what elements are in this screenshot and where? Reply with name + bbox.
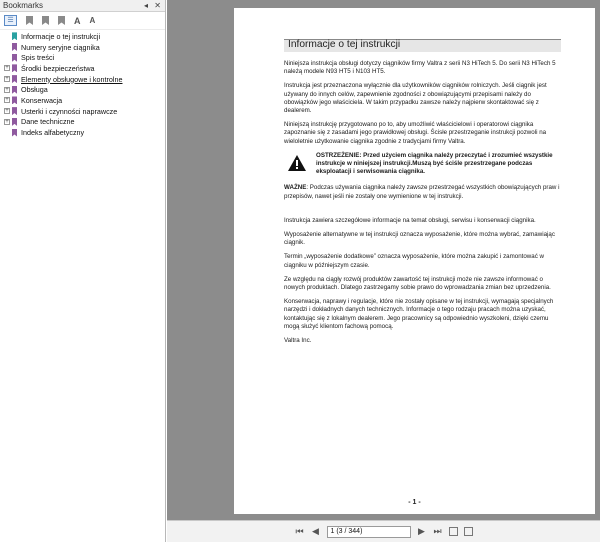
bookmark-item[interactable]: + Dane techniczne [5, 117, 75, 127]
next-page-button[interactable]: ▶ [418, 526, 425, 536]
font-increase-icon[interactable]: A [74, 15, 81, 26]
pane-controls[interactable]: ◂ ✕ [144, 1, 163, 10]
bookmark-flag-icon [12, 64, 17, 72]
page-body [284, 60, 565, 351]
signature: Valtra Inc. [284, 337, 312, 345]
document-page [234, 8, 595, 514]
bookmark-flag-icon [12, 96, 17, 104]
expand-icon[interactable]: + [5, 76, 9, 83]
bookmark-list [0, 30, 165, 138]
notice-text: : Podczas używania ciągnika należy zawsze przestrzegać wszystkich obowiązujących praw i przepisów, nawet jeśli nie zostały one wymienione w tej instrukcji. [284, 184, 560, 200]
bookmark-flag-icon [12, 54, 17, 62]
bookmark-item[interactable]: + Obsługa [5, 85, 48, 95]
expand-icon[interactable]: + [5, 108, 9, 115]
paragraph: Termin „wyposażenie dodatkowe” oznacza wyposażenie, które można zakupić i zamontować w ciągniku w późniejszym czasie. [284, 253, 544, 269]
page-title: Informacje o tej instrukcji [288, 39, 401, 50]
expand-icon[interactable]: + [5, 97, 9, 104]
font-decrease-icon[interactable]: A [89, 16, 96, 25]
bookmarks-toolbar [0, 12, 165, 30]
notice-label: WAŻNE [284, 184, 307, 192]
expand-icon[interactable]: + [5, 65, 9, 72]
new-bookmark-icon[interactable] [26, 16, 33, 25]
bookmark-item[interactable]: + Środki bezpieczeństwa [5, 63, 95, 73]
bookmark-item[interactable]: + Konserwacja [5, 95, 63, 105]
paragraph: Instrukcja zawiera szczegółowe informacje na temat obsługi, serwisu i konserwacji ciągnika. [284, 216, 536, 224]
collapse-bookmark-icon[interactable] [58, 16, 65, 25]
paragraph: Instrukcja jest przeznaczona wyłącznie dla użytkowników ciągników rolniczych. Jeśli ciągnik jest używany do innych celów, zapewnienie zgodności z obowiązującymi przepisami należy do obowiązków jego właściciela. W takim przypadku zawsze należy najpierw skontaktować się z dealerem. [284, 82, 547, 115]
bookmark-item[interactable]: + Usterki i czynności naprawcze [5, 106, 118, 116]
paragraph: Niniejsza instrukcja obsługi dotyczy ciągników firmy Valtra z serii N3 HiTech 5. Do serii N3 HiTech 5 należą modele N93 HT5 i N103 HT5. [284, 60, 556, 76]
bookmark-flag-icon [12, 32, 17, 40]
bookmarks-pane [0, 0, 166, 542]
document-viewport[interactable] [167, 0, 600, 520]
paragraph: Wyposażenie alternatywne w tej instrukcji oznacza wyposażenie, które można wybrać, zamawiając ciągnik. [284, 231, 555, 247]
paragraph: Niniejszą instrukcję przygotowano po to, aby umożliwić właścicielowi i operatorowi ciągnika zapoznanie się z zasadami jego prawidłowej obsługi. Ścisłe przestrzeganie instrukcji pozwoli na wieloletnie użytkowanie ciągnika zgodnie z tradycjami firmy Valtra. [284, 121, 547, 145]
last-page-button[interactable]: ⏭ [433, 526, 442, 536]
expand-icon[interactable]: + [5, 118, 9, 125]
bookmark-flag-icon [12, 75, 17, 83]
expand-icon[interactable]: + [5, 86, 9, 93]
options-icon[interactable]: ☰ [4, 15, 17, 26]
first-page-button[interactable]: ⏮ [295, 526, 304, 536]
page-title-bar [284, 39, 561, 52]
notice-paragraph [284, 184, 565, 200]
page-number: - 1 - [408, 499, 421, 506]
bookmark-item[interactable]: + Elementy obsługowe i kontrolne [5, 74, 123, 84]
warning-text: OSTRZEŻENIE: Przed użyciem ciągnika należy przeczytać i zrozumieć wszystkie instrukcje w niniejszej instrukcji.Muszą być ściśle przestrzegane podczas eksploatacji i serwisowania ciągnika. [316, 151, 553, 176]
page-navigation-bar [167, 520, 600, 542]
bookmarks-title: Bookmarks [3, 1, 44, 10]
bookmark-flag-icon [12, 107, 17, 115]
bookmarks-header [0, 0, 165, 12]
go-back-view-icon[interactable] [449, 527, 458, 536]
bookmark-flag-icon [12, 129, 17, 137]
bookmark-flag-icon [12, 118, 17, 126]
bookmark-item[interactable]: Numery seryjne ciągnika [0, 42, 165, 53]
warning-block [284, 152, 565, 177]
warning-triangle-icon [288, 155, 306, 171]
expand-bookmark-icon[interactable] [42, 16, 49, 25]
bookmark-item[interactable]: Informacje o tej instrukcji [0, 31, 165, 42]
bookmark-item[interactable]: Indeks alfabetyczny [0, 127, 165, 138]
bookmark-flag-icon [12, 43, 17, 51]
bookmark-flag-icon [12, 86, 17, 94]
paragraph: Ze względu na ciągły rozwój produktów zawartość tej instrukcji może nie zawsze informować o nowych produktach. Dlatego zastrzegamy sobie prawo do wprowadzania zmian bez uprzedzenia. [284, 275, 551, 292]
go-forward-view-icon[interactable] [464, 527, 473, 536]
previous-page-button[interactable]: ◀ [312, 526, 319, 536]
paragraph: Konserwacja, naprawy i regulacje, które nie zostały opisane w tej instrukcji, wymagają specjalnych narzędzi i dokładnych danych technicznych. Informacje o tego rodzaju pracach można uzyskać, kontaktując się z lokalnym dealerem. Jego pracownicy są odpowiednio wyszkoleni, dzięki czemu mogą służyć klientom fachową pomocą. [284, 298, 554, 330]
bookmark-item[interactable]: Spis treści [0, 52, 165, 63]
page-number-input[interactable]: 1 (3 / 344) [327, 526, 411, 538]
